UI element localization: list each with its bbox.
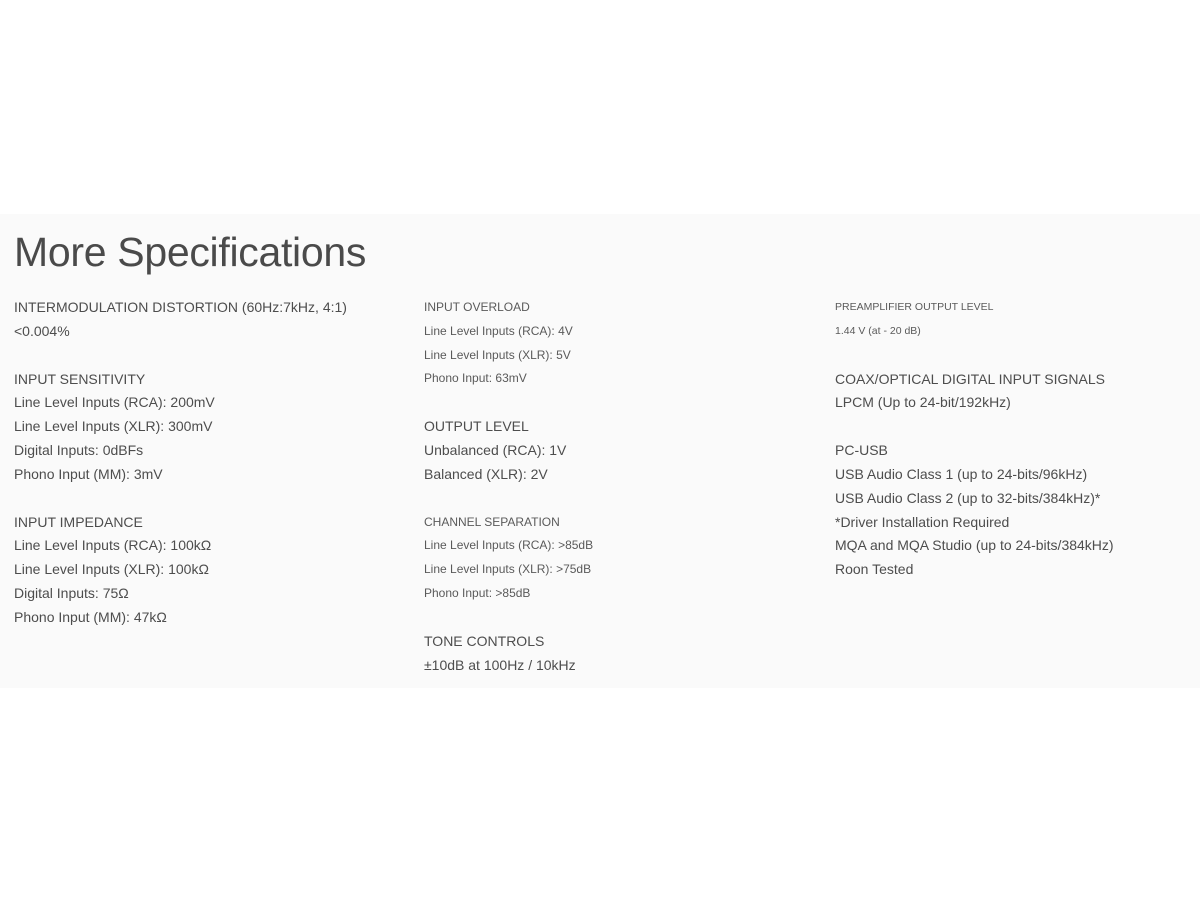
spec-value: Phono Input: >85dB <box>424 585 531 600</box>
spec-value: Line Level Inputs (RCA): 4V <box>424 323 573 338</box>
spec-value: Line Level Inputs (XLR): 5V <box>424 347 571 362</box>
spec-value: Unbalanced (RCA): 1V <box>424 441 567 458</box>
spec-value: Line Level Inputs (RCA): >85dB <box>424 538 594 553</box>
spec-heading: INPUT SENSITIVITY <box>14 370 146 387</box>
spec-value: <0.004% <box>14 322 70 339</box>
spec-value: MQA and MQA Studio (up to 24-bits/384kHz) <box>835 537 1114 554</box>
specifications-panel <box>0 214 1200 688</box>
spec-group-input-overload <box>424 296 824 391</box>
spec-heading: INTERMODULATION DISTORTION (60Hz:7kHz, 4:1) <box>14 299 347 315</box>
spec-group-pc-usb <box>835 439 1195 582</box>
spec-group-channel-separation <box>424 511 824 606</box>
spec-value: Balanced (XLR): 2V <box>424 465 548 482</box>
spec-value: USB Audio Class 1 (up to 24-bits/96kHz) <box>835 465 1088 482</box>
spec-value: USB Audio Class 2 (up to 32-bits/384kHz)* <box>835 489 1101 506</box>
spec-value: Line Level Inputs (XLR): >75dB <box>424 562 592 577</box>
spec-group-coax-optical-digital-input-signals <box>835 368 1195 416</box>
spec-value: Phono Input (MM): 3mV <box>14 465 163 482</box>
spec-column-1 <box>14 296 414 654</box>
spec-group-intermodulation-distortion <box>14 296 414 344</box>
spec-column-3 <box>835 296 1195 606</box>
spec-heading: TONE CONTROLS <box>424 632 545 649</box>
spec-value: Line Level Inputs (RCA): 200mV <box>14 394 215 411</box>
spec-group-output-level <box>424 415 824 486</box>
spec-group-tone-controls <box>424 630 824 678</box>
spec-group-preamplifier-output-level <box>835 296 1195 344</box>
spec-value: Line Level Inputs (XLR): 300mV <box>14 418 213 435</box>
spec-heading: PC-USB <box>835 442 888 459</box>
spec-heading: INPUT OVERLOAD <box>424 300 530 314</box>
page-title: More Specifications <box>14 229 367 275</box>
spec-heading: PREAMPLIFIER OUTPUT LEVEL <box>835 301 994 313</box>
spec-value: Roon Tested <box>835 561 914 578</box>
spec-value: Line Level Inputs (RCA): 100kΩ <box>14 537 212 554</box>
spec-value: LPCM (Up to 24-bit/192kHz) <box>835 394 1011 411</box>
spec-value: *Driver Installation Required <box>835 513 1010 530</box>
spec-column-2 <box>424 296 824 701</box>
spec-value: Phono Input: 63mV <box>424 371 527 386</box>
spec-value: Digital Inputs: 75Ω <box>14 584 129 601</box>
spec-group-input-impedance <box>14 511 414 630</box>
spec-heading: COAX/OPTICAL DIGITAL INPUT SIGNALS <box>835 370 1105 387</box>
spec-value: Phono Input (MM): 47kΩ <box>14 608 167 625</box>
spec-heading: CHANNEL SEPARATION <box>424 514 560 529</box>
spec-value: Line Level Inputs (XLR): 100kΩ <box>14 561 209 578</box>
spec-heading: INPUT IMPEDANCE <box>14 513 143 530</box>
spec-value: Digital Inputs: 0dBFs <box>14 441 144 458</box>
spec-value: 1.44 V (at - 20 dB) <box>835 324 921 337</box>
spec-heading: OUTPUT LEVEL <box>424 418 529 435</box>
spec-value: ±10dB at 100Hz / 10kHz <box>424 656 576 673</box>
spec-group-input-sensitivity <box>14 368 414 487</box>
